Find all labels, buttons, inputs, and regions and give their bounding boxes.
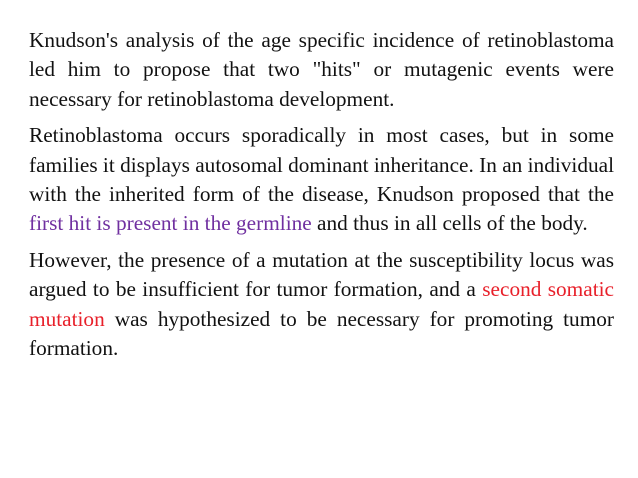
paragraph-retinoblastoma-inheritance <box>29 121 614 239</box>
second-somatic-mutation-highlight: second somatic mutation <box>29 277 614 331</box>
paragraph-1-text: Knudson's analysis of the age specific incidence of retinoblastoma led him to propose that two "hits" or mutagenic events were necessary for retinoblastoma development. <box>29 28 614 111</box>
paragraph-2-text-start: Retinoblastoma occurs sporadically in most cases, but in some families it displays autosomal dominant inheritance. In an individual with the inherited form of the disease, Knudson proposed that the <box>29 123 614 207</box>
paragraph-knudson-analysis <box>29 26 614 114</box>
paragraph-3-text-start: However, the presence of a mutation at the susceptibility locus was argued to be insufficient for tumor formation, and a <box>29 247 614 302</box>
paragraph-second-mutation <box>29 246 614 364</box>
paragraph-3-text-end: was hypothesized to be necessary for promoting tumor formation. <box>29 306 614 361</box>
first-hit-germline-highlight: first hit is present in the germline <box>29 211 312 236</box>
paragraph-2-text-end: and thus in all cells of the body. <box>311 211 588 236</box>
